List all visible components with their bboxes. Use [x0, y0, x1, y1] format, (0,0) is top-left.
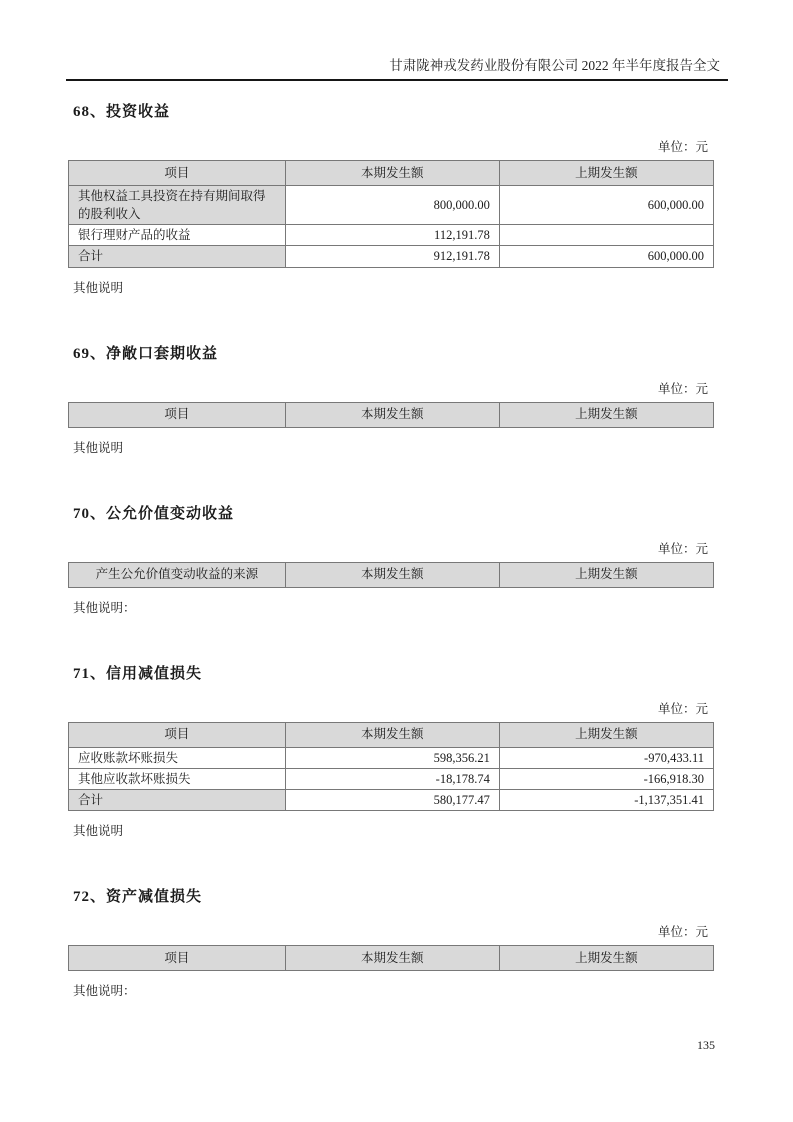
row-label: 应收账款坏账损失: [69, 747, 286, 768]
fair-value-change-table: [68, 562, 714, 588]
table-header-row: [69, 402, 714, 427]
row-label: 其他应收款坏账损失: [69, 768, 286, 789]
row-prior-value: -166,918.30: [499, 768, 713, 789]
section-asset-impairment-loss: [66, 885, 728, 999]
row-prior-value: 600,000.00: [499, 246, 713, 267]
column-header-current: 本期发生额: [285, 722, 499, 747]
row-prior-value: -1,137,351.41: [499, 789, 713, 810]
column-header-current: 本期发生额: [285, 161, 499, 186]
section-title-68: 68、投资收益: [73, 104, 171, 120]
other-note: 其他说明: [73, 280, 124, 295]
row-prior-value: [499, 225, 713, 246]
unit-label: 单位：元: [657, 381, 708, 396]
table-header-row: [69, 562, 714, 587]
row-current-value: 912,191.78: [285, 246, 499, 267]
column-header-current: 本期发生额: [285, 945, 499, 970]
table-row: [69, 225, 714, 246]
row-label: 合计: [69, 789, 286, 810]
table-row: [69, 747, 714, 768]
table-header-row: [69, 161, 714, 186]
section-title-72: 72、资产减值损失: [73, 888, 203, 905]
asset-impairment-table: [68, 945, 714, 971]
section-title-69: 69、净敞口套期收益: [73, 345, 219, 362]
row-prior-value: 600,000.00: [499, 186, 713, 225]
column-header-item: 项目: [69, 402, 286, 427]
section-net-exposure-hedging-income: [66, 342, 728, 456]
table-header-row: [69, 945, 714, 970]
other-note: 其他说明: [73, 440, 124, 455]
row-label: 银行理财产品的收益: [69, 225, 286, 246]
column-header-item: 项目: [69, 945, 286, 970]
column-header-prior: 上期发生额: [499, 722, 713, 747]
column-header-prior: 上期发生额: [499, 161, 713, 186]
other-note: 其他说明：: [73, 600, 136, 615]
row-label: 合计: [69, 246, 286, 267]
document-header-title: 甘肃陇神戎发药业股份有限公司 2022 年半年度报告全文: [389, 58, 720, 73]
section-investment-income: [66, 100, 728, 296]
investment-income-table: [68, 160, 714, 268]
table-row-total: [69, 789, 714, 810]
section-title-70: 70、公允价值变动收益: [73, 505, 235, 522]
row-current-value: 800,000.00: [285, 186, 499, 225]
net-exposure-hedging-table: [68, 402, 714, 428]
section-title-71: 71、信用减值损失: [73, 665, 203, 682]
unit-label: 单位：元: [657, 701, 708, 716]
unit-label: 单位：元: [657, 924, 708, 939]
column-header-current: 本期发生额: [285, 402, 499, 427]
row-current-value: 580,177.47: [285, 789, 499, 810]
document-header: [66, 54, 728, 81]
table-row: [69, 186, 714, 225]
column-header-prior: 上期发生额: [499, 562, 713, 587]
unit-label: 单位：元: [657, 140, 708, 154]
other-note: 其他说明：: [73, 983, 136, 998]
table-header-row: [69, 722, 714, 747]
table-row: [69, 768, 714, 789]
column-header-item: 项目: [69, 722, 286, 747]
column-header-current: 本期发生额: [285, 562, 499, 587]
table-row-total: [69, 246, 714, 267]
row-current-value: -18,178.74: [285, 768, 499, 789]
credit-impairment-table: [68, 722, 714, 811]
section-credit-impairment-loss: [66, 662, 728, 839]
column-header-source: 产生公允价值变动收益的来源: [69, 562, 286, 587]
column-header-prior: 上期发生额: [499, 402, 713, 427]
column-header-item: 项目: [69, 161, 286, 186]
row-current-value: 598,356.21: [285, 747, 499, 768]
other-note: 其他说明: [73, 823, 124, 838]
row-current-value: 112,191.78: [285, 225, 499, 246]
row-label: 其他权益工具投资在持有期间取得的股利收入: [69, 186, 286, 225]
row-prior-value: -970,433.11: [499, 747, 713, 768]
unit-label: 单位：元: [657, 541, 708, 556]
section-fair-value-change-income: [66, 502, 728, 616]
column-header-prior: 上期发生额: [499, 945, 713, 970]
page-number: 135: [697, 1038, 715, 1052]
